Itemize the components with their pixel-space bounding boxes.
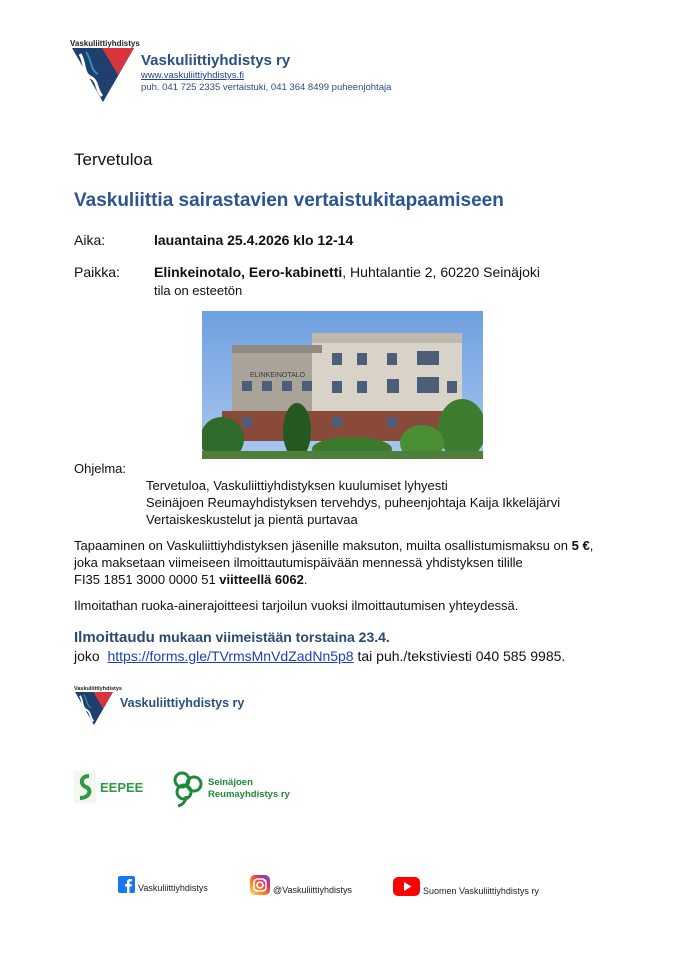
header-phone-line: puh. 041 725 2335 vertaistuki, 041 364 8499 puheenjohtaja — [141, 82, 392, 93]
footer-org-name: Vaskuliittiyhdistys ry — [120, 696, 245, 710]
program-item: Seinäjoen Reumayhdistyksen tervehdys, puheenjohtaja Kaija Ikkeläjärvi — [146, 495, 561, 510]
footer-logo-caption: Vaskuliittiyhdistys — [74, 686, 122, 692]
diet-note: Ilmoitathan ruoka-ainerajoitteesi tarjoilun vuoksi ilmoittautumisen yhteydessä. — [74, 598, 519, 613]
social-instagram[interactable] — [250, 875, 352, 895]
fee-amount: 5 € — [571, 538, 590, 553]
greeting-text: Tervetuloa — [74, 150, 153, 169]
registration-heading-rest: mukaan viimeistään torstaina 23.4. — [154, 629, 390, 645]
instagram-icon — [250, 875, 270, 895]
program-item: Vertaiskeskustelut ja pientä purtavaa — [146, 512, 358, 527]
eepee-text: EEPEE — [100, 779, 144, 795]
place-label: Paikka: — [74, 264, 120, 280]
header-logo-caption: Vaskuliittiyhdistys — [70, 39, 140, 48]
place-address: , Huhtalantie 2, 60220 Seinäjoki — [342, 264, 540, 280]
account-number: FI35 1851 3000 0000 51 — [74, 572, 220, 587]
payment-reference: viitteellä 6062 — [219, 572, 304, 587]
payment-line-2: joka maksetaan viimeiseen ilmoittautumispäivään mennessä yhdistyksen tilille — [74, 555, 523, 570]
place-accessibility-note: tila on esteetön — [154, 283, 243, 298]
page-title: Vaskuliittia sairastavien vertaistukitapaamiseen — [74, 190, 504, 211]
reumayhdistys-logo — [172, 770, 290, 808]
program-item: Tervetuloa, Vaskuliittiyhdistyksen kuulumiset lyhyesti — [146, 478, 448, 493]
registration-line: joko https://forms.gle/TVrmsMnVdZadNn5p8 tai puh./tekstiviesti 040 585 9985. — [74, 648, 566, 664]
payment-line-1: Tapaaminen on Vaskuliittiyhdistyksen jäsenille maksuton, muilta osallistumismaksu on 5 €, — [74, 538, 594, 553]
social-youtube[interactable] — [393, 877, 539, 896]
payment-info — [74, 537, 593, 588]
header-org-name: Vaskuliittiyhdistys ry — [141, 52, 291, 69]
place-name: Elinkeinotalo, Eero-kabinetti — [154, 264, 343, 280]
social-facebook[interactable] — [118, 876, 208, 893]
header-website-link[interactable]: www.vaskuliittiyhdistys.fi — [141, 70, 244, 81]
time-value: lauantaina 25.4.2026 klo 12-14 — [154, 232, 354, 248]
eepee-mark-icon — [74, 771, 96, 803]
youtube-label: Suomen Vaskuliittiyhdistys ry — [423, 886, 539, 896]
program-label: Ohjelma: — [74, 461, 127, 476]
building-photo — [202, 311, 483, 459]
instagram-label: @Vaskuliittiyhdistys — [273, 885, 352, 895]
vaskuliittiyhdistys-logo — [72, 48, 134, 102]
youtube-icon — [393, 877, 420, 896]
reuma-clover-icon — [172, 770, 204, 808]
reuma-text: Seinäjoen Reumayhdistys ry — [208, 777, 290, 800]
registration-form-link[interactable]: https://forms.gle/TVrmsMnVdZadNn5p8 — [107, 648, 354, 664]
footer-vaskuliittiyhdistys-logo — [75, 692, 113, 725]
registration-heading — [74, 629, 390, 647]
facebook-icon — [118, 876, 135, 893]
eepee-logo — [74, 771, 143, 803]
place-value — [154, 264, 540, 280]
building-sign: ELINKEINOTALO — [250, 372, 306, 379]
facebook-label: Vaskuliittiyhdistys — [138, 883, 208, 893]
payment-line-3: FI35 1851 3000 0000 51 viitteellä 6062. — [74, 572, 308, 587]
program-list — [146, 477, 560, 528]
registration-heading-bold: Ilmoittaudu — [74, 629, 155, 646]
time-label: Aika: — [74, 232, 106, 248]
